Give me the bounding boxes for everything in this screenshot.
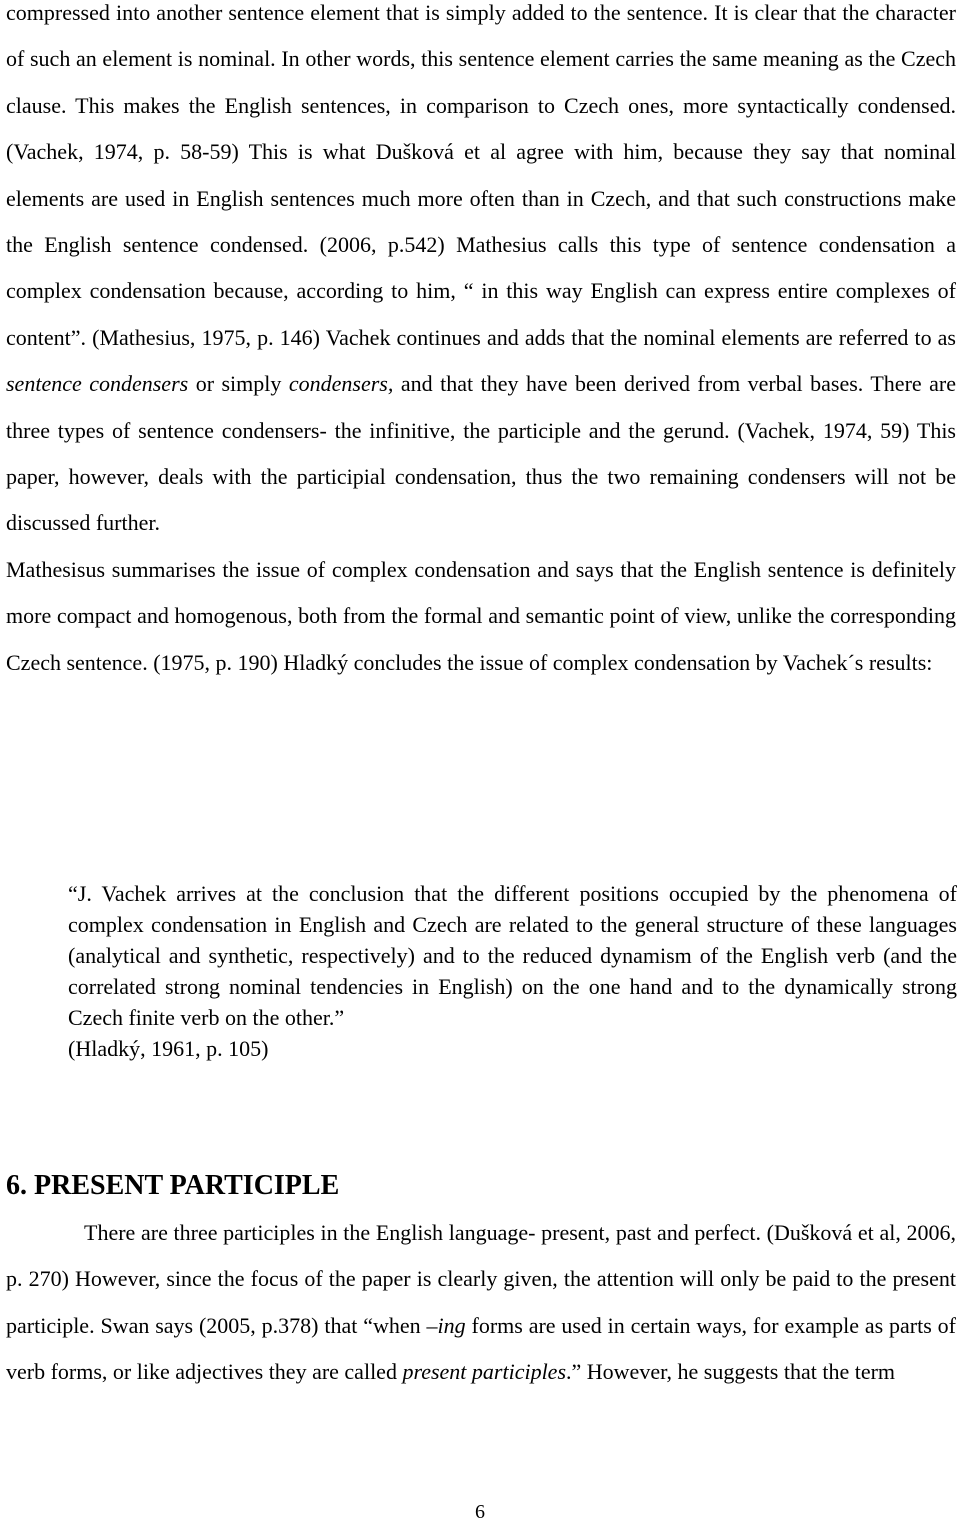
block-quote-text: “J. Vachek arrives at the conclusion that the different positions occupied by the phenomena of complex condensation in English and Czech are related to the general structure of these languages (analytical and synthetic, respectively) and to the reduced dynamism of the English verb (and the correlated strong nominal tendencies in English) on the one hand and to the dynamically strong Czech finite verb on the other.” [68, 881, 957, 1030]
paragraph-text: .” However, he suggests that the term [566, 1359, 896, 1385]
italic-term: sentence condensers [6, 371, 189, 397]
italic-term: condensers, [288, 371, 394, 397]
paragraph-text: compressed into another sentence element that is simply added to the sentence. It is clear that the character of such an element is nominal. In other words, this sentence element carries the same meaning as the Czech clause. This makes the English sentences, in comparison to Czech ones, more syntactically condensed. (Vachek, 1974, p. 58-59) This is what Dušková et al agree with him, because they say that nominal elements are used in English sentences much more often than in Czech, and that such constructions make the English sentence condensed. (2006, p.542) Mathesius calls this type of sentence condensation a complex condensation because, according to him, “ in this way English can express entire complexes of content”. (Mathesius, 1975, p. 146) Vachek continues and adds that the nominal elements are referred to as [6, 0, 956, 350]
section-body [6, 1210, 956, 1396]
block-quote [68, 878, 957, 1064]
block-quote-citation: (Hladký, 1961, p. 105) [68, 1036, 269, 1061]
paragraph-text: or simply [188, 371, 289, 397]
paragraph-mathesius-summary: Mathesisus summarises the issue of complex condensation and says that the English sentence is definitely more compact and homogenous, both from the formal and semantic point of view, unlike the corresponding Czech sentence. (1975, p. 190) Hladký concludes the issue of complex condensation by Vachek´s results: [6, 556, 956, 675]
paragraph-complex-condensation [6, 0, 956, 547]
paragraph-text: and that they have been derived from verbal bases. There are three types of sentence condensers- the infinitive, the participle and the gerund. (Vachek, 1974, 59) This paper, however, deals with the participial condensation, thus the two remaining condensers will not be discussed further. [6, 371, 956, 536]
paragraph-text: forms are used in certain ways, for example as parts of verb forms, or like adjectives they are called [6, 1312, 956, 1385]
italic-term: ing [437, 1312, 466, 1338]
page-number: 6 [475, 1501, 485, 1523]
section-heading: 6. PRESENT PARTICIPLE [6, 1170, 340, 1201]
paragraph-text: There are three participles in the English language- present, past and perfect. (Dušková et al, 2006, p. 270) However, since the focus of the paper is clearly given, the attention will only be paid to the present participle. Swan says (2005, p.378) that “when – [6, 1220, 956, 1338]
paragraph-present-participle [6, 1210, 956, 1396]
italic-term: present participles [402, 1359, 567, 1385]
body-text-block [6, 0, 956, 686]
